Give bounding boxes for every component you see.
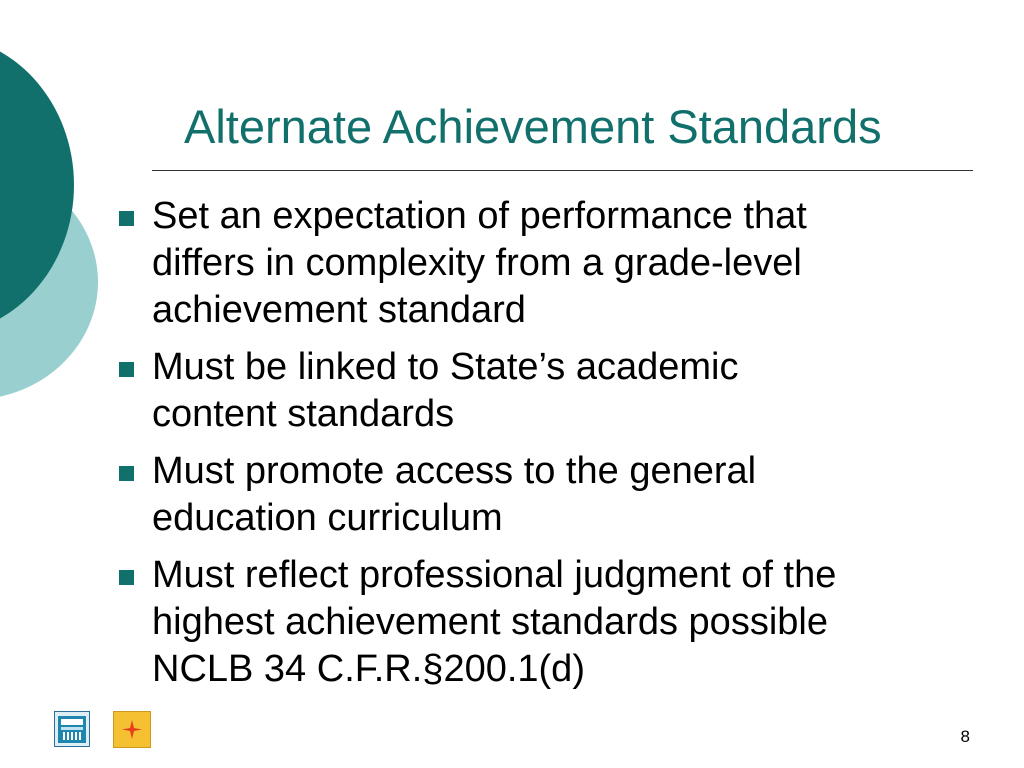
star-icon[interactable] [113,711,151,748]
bullet-text-line: differs in complexity from a grade-level [152,242,802,284]
bullet-item [118,552,958,693]
bullet-text-line: Must be linked to State’s academic [152,346,739,388]
decorative-circles [0,0,110,410]
slide-title: Alternate Achievement Standards [184,100,882,153]
bullet-item [118,193,958,334]
bullet-item [118,448,958,542]
bullet-text-line: content standards [152,393,455,435]
bullet-list [118,193,958,703]
bullet-text-line: Must promote access to the general [152,450,757,492]
bullet-text-line: education curriculum [152,497,503,539]
title-divider [152,170,973,171]
bullet-item [118,344,958,438]
bullet-text-line: NCLB 34 C.F.R.§200.1(d) [152,648,585,690]
bullet-text-line: achievement standard [152,289,526,331]
bullet-text-line: highest achievement standards possible [152,601,828,643]
bullet-text-line: Must reflect professional judgment of the [152,554,837,596]
slide-number: 8 [960,727,970,746]
bullet-text-line: Set an expectation of performance that [152,195,807,237]
square-bullet-icon [119,466,134,481]
square-bullet-icon [119,211,134,226]
building-icon[interactable] [54,711,90,747]
square-bullet-icon [119,362,134,377]
square-bullet-icon [119,570,134,585]
